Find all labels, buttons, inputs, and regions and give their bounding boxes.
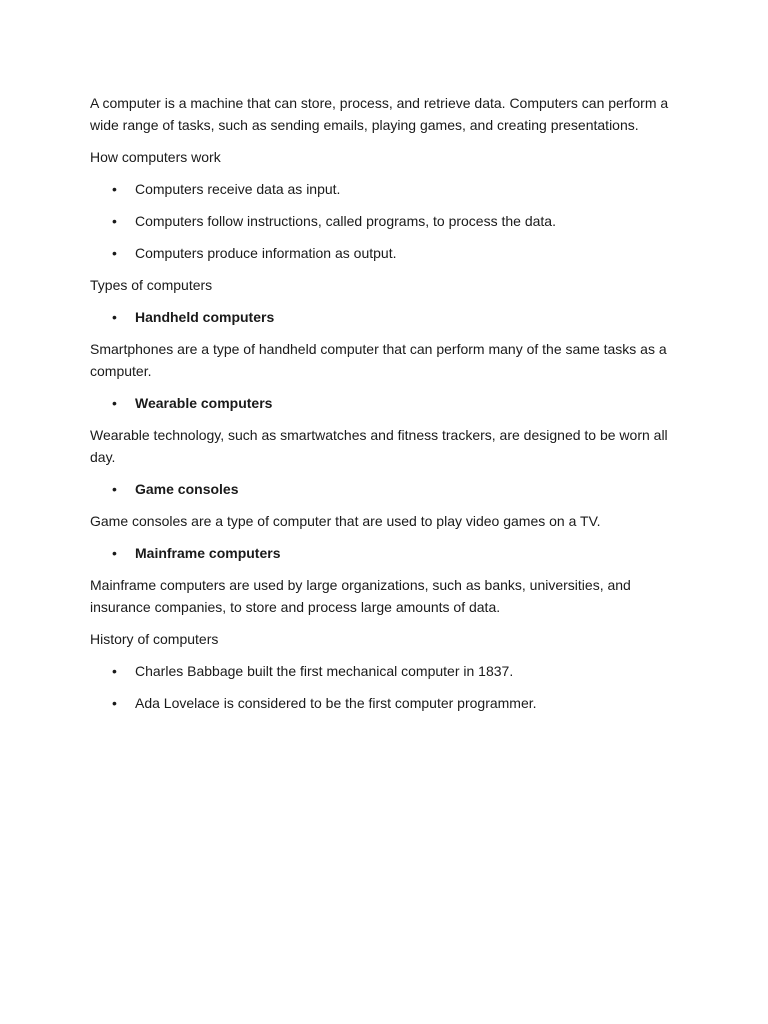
type-title: Mainframe computers: [135, 545, 281, 561]
type-description: Mainframe computers are used by large organizations, such as banks, universities, and insurance companies, to store and process large amounts of data.: [90, 577, 631, 615]
list-item: [90, 660, 680, 682]
type-description: Game consoles are a type of computer that are used to play video games on a TV.: [90, 513, 601, 529]
list-item-text: Computers receive data as input.: [135, 181, 341, 197]
type-description: Smartphones are a type of handheld computer that can perform many of the same tasks as a computer.: [90, 341, 667, 379]
bullet-icon: •: [112, 481, 117, 497]
types-list-wearable: [90, 392, 680, 414]
list-item-text: Charles Babbage built the first mechanical computer in 1837.: [135, 663, 514, 679]
intro-paragraph: A computer is a machine that can store, process, and retrieve data. Computers can perform a wide range of tasks, such as sending emails, playing games, and creating presentations.: [90, 95, 669, 133]
bullet-icon: •: [112, 545, 117, 561]
bullet-icon: •: [112, 695, 117, 711]
types-list-consoles: [90, 478, 680, 500]
types-list-handheld: [90, 306, 680, 328]
list-item: [90, 178, 680, 200]
bullet-icon: •: [112, 181, 117, 197]
history-list: [90, 660, 680, 714]
section-heading-types: Types of computers: [90, 277, 213, 293]
type-title: Game consoles: [135, 481, 239, 497]
bullet-icon: •: [112, 395, 117, 411]
bullet-icon: •: [112, 309, 117, 325]
list-item-text: Computers produce information as output.: [135, 245, 397, 261]
bullet-icon: •: [112, 245, 117, 261]
list-item: [90, 392, 680, 414]
types-list-mainframe: [90, 542, 680, 564]
list-item: [90, 542, 680, 564]
type-title: Wearable computers: [135, 395, 273, 411]
section-heading-how: How computers work: [90, 149, 221, 165]
list-item: [90, 242, 680, 264]
type-description: Wearable technology, such as smartwatches and fitness trackers, are designed to be worn all day.: [90, 427, 668, 465]
document-body: [90, 92, 680, 724]
type-title: Handheld computers: [135, 309, 275, 325]
bullet-icon: •: [112, 663, 117, 679]
bullet-icon: •: [112, 213, 117, 229]
list-item-text: Computers follow instructions, called programs, to process the data.: [135, 213, 556, 229]
list-item: [90, 478, 680, 500]
list-item: [90, 306, 680, 328]
section-heading-history: History of computers: [90, 631, 219, 647]
list-item: [90, 210, 680, 232]
list-item-text: Ada Lovelace is considered to be the first computer programmer.: [135, 695, 537, 711]
list-item: [90, 692, 680, 714]
how-list: [90, 178, 680, 264]
